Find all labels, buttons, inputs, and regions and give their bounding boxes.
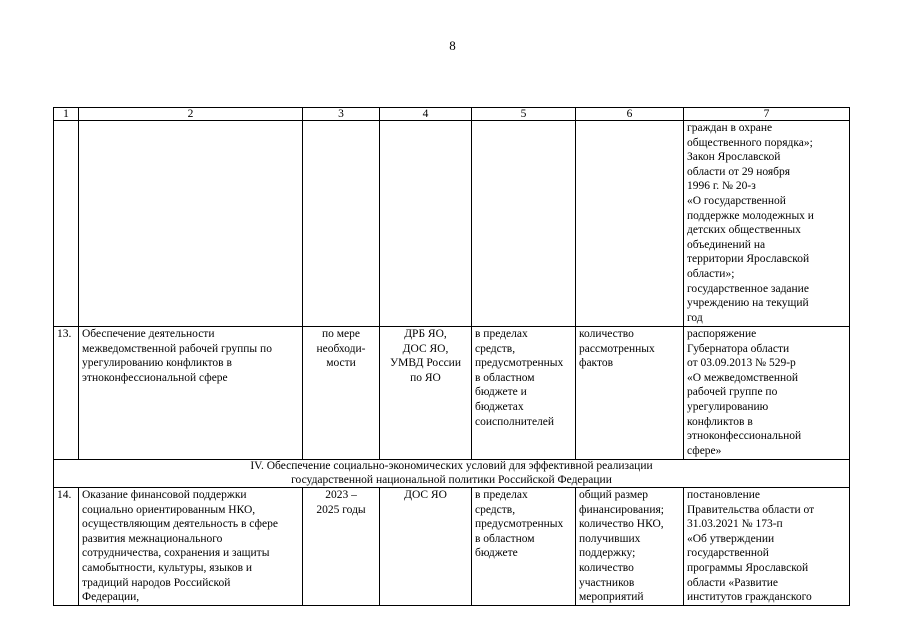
measure-cell: Оказание финансовой поддержки социально ориентированным НКО, осуществляющим деятельность в сфере развития межнационального сотрудничества, сохранения и защиты самобытности, культуры, языков и традиций народов Российской Федерации, [79, 488, 303, 606]
deadline-cell [303, 121, 380, 327]
header-cell: 7 [684, 108, 850, 121]
header-cell: 4 [380, 108, 472, 121]
measures-table [53, 107, 850, 606]
basis-cell: постановление Правительства области от 31.03.2021 № 173-п «Об утверждении государственной программы Ярославской области «Развитие институтов гражданского [684, 488, 850, 606]
deadline-cell: 2023 – 2025 годы [303, 488, 380, 606]
executor-cell: ДРБ ЯО, ДОС ЯО, УМВД России по ЯО [380, 327, 472, 460]
header-cell: 5 [472, 108, 576, 121]
funding-cell [472, 121, 576, 327]
funding-cell: в пределах средств, предусмотренных в областном бюджете и бюджетах соисполнителей [472, 327, 576, 460]
row-number [54, 121, 79, 327]
table-row [54, 488, 850, 606]
basis-cell: распоряжение Губернатора области от 03.09.2013 № 529-р «О межведомственной рабочей группе по урегулированию конфликтов в этноконфессиональной сфере» [684, 327, 850, 460]
executor-cell [380, 121, 472, 327]
page-number: 8 [449, 38, 456, 53]
row-number: 13. [54, 327, 79, 460]
table-header-row [54, 108, 850, 121]
executor-cell: ДОС ЯО [380, 488, 472, 606]
deadline-cell: по мере необходи- мости [303, 327, 380, 460]
measure-cell: Обеспечение деятельности межведомственной рабочей группы по урегулированию конфликтов в этноконфессиональной сфере [79, 327, 303, 460]
indicator-cell: количество рассмотренных фактов [576, 327, 684, 460]
header-cell: 1 [54, 108, 79, 121]
measure-cell [79, 121, 303, 327]
basis-cell: граждан в охране общественного порядка»; Закон Ярославской области от 29 ноября 1996 г. № 20-з «О государственной поддержке молодежных и детских общественных объединений на территории Ярославской области»; государственное задание учреждению на текущий год [684, 121, 850, 327]
table-row [54, 327, 850, 460]
header-cell: 2 [79, 108, 303, 121]
indicator-cell: общий размер финансирования; количество НКО, получивших поддержку; количество участников мероприятий [576, 488, 684, 606]
section-row [54, 460, 850, 488]
indicator-cell [576, 121, 684, 327]
row-number: 14. [54, 488, 79, 606]
header-cell: 3 [303, 108, 380, 121]
funding-cell: в пределах средств, предусмотренных в областном бюджете [472, 488, 576, 606]
header-cell: 6 [576, 108, 684, 121]
table-row [54, 121, 850, 327]
section-title: IV. Обеспечение социально-экономических условий для эффективной реализации государственной национальной политики Российской Федерации [54, 460, 850, 488]
